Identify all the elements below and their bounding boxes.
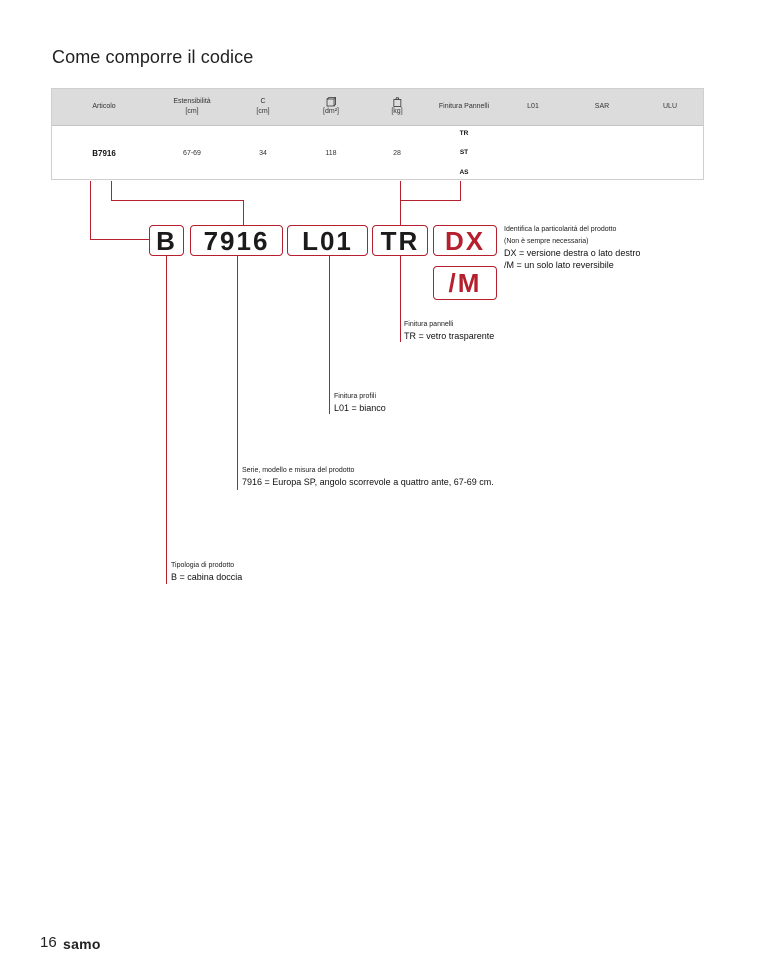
connector-line: [111, 200, 244, 201]
weight-icon: [392, 97, 402, 107]
code-box-reversibile: /M: [433, 266, 497, 300]
connector-line: [400, 181, 401, 225]
header-peso: [kg]: [391, 89, 402, 125]
cell-finitura-tr: TR: [459, 130, 469, 137]
connector-line: [90, 181, 91, 239]
box-volume-icon: [326, 97, 336, 107]
connector-line: [111, 181, 112, 201]
code-box-versione: DX: [433, 225, 497, 256]
code-box-tipologia: B: [149, 225, 184, 256]
cell-finitura-as: AS: [459, 169, 469, 176]
page-number: 16: [40, 934, 57, 951]
cell-volume: 118: [325, 150, 337, 157]
header-c: C [cm]: [256, 98, 270, 115]
connector-line: [400, 200, 460, 201]
code-box-serie: 7916: [190, 225, 283, 256]
code-box-pannelli: TR: [372, 225, 428, 256]
leader-line-profili: [329, 256, 330, 414]
brand-logo: samo: [63, 936, 101, 952]
table-header: [52, 89, 703, 126]
code-box-profili: L01: [287, 225, 368, 256]
note-pannelli: Finitura pannelli TR = vetro trasparente: [404, 321, 495, 341]
header-volume: [dm²]: [323, 89, 339, 125]
leader-line-tipologia: [166, 256, 167, 584]
cell-finitura-st: ST: [459, 149, 469, 156]
note-serie: Serie, modello e misura del prodotto 7916 = Europa SP, angolo scorrevole a quattro ante, 67-69 cm.: [242, 467, 494, 487]
header-finitura-pannelli: Finitura Pannelli: [438, 103, 490, 110]
cell-articolo: B7916: [92, 149, 116, 158]
header-estensibilita: Estensibilità [cm]: [173, 98, 211, 115]
header-sar: SAR: [594, 103, 610, 110]
note-profili: Finitura profili L01 = bianco: [334, 393, 386, 413]
note-tipologia: Tipologia di prodotto B = cabina doccia: [171, 562, 243, 582]
header-l01: L01: [527, 103, 539, 110]
product-table: [51, 88, 704, 180]
leader-line-pannelli: [400, 256, 401, 342]
cell-estensibilita: 67-69: [183, 150, 201, 157]
connector-line: [90, 239, 150, 240]
connector-line: [243, 200, 244, 225]
page-title: Come comporre il codice: [52, 47, 254, 67]
header-ulu: ULU: [662, 103, 678, 110]
connector-line: [460, 181, 461, 201]
header-articolo: Articolo: [92, 103, 116, 110]
leader-line-serie: [237, 256, 238, 490]
note-particolarita: Identifica la particolarità del prodotto (Non è sempre necessaria) DX = versione destra o lato destro /M = un solo lato reversibile: [504, 226, 641, 270]
cell-c: 34: [259, 150, 267, 157]
cell-peso: 28: [393, 150, 401, 157]
